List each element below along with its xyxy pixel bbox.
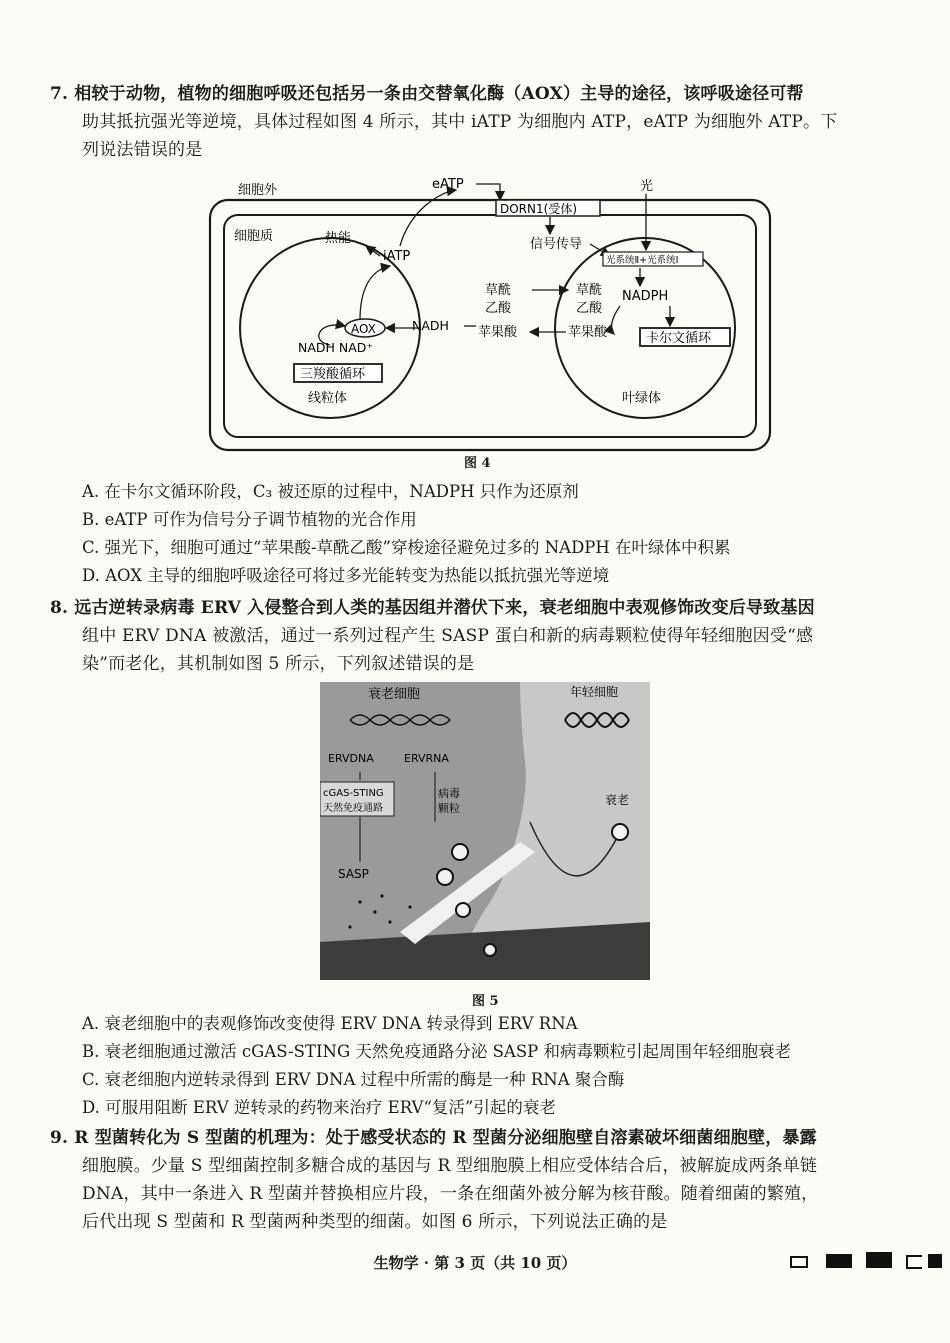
label-light: 光 xyxy=(640,179,654,194)
label-tca: 三羧酸循环 xyxy=(300,367,366,382)
q8-line-1: 8. 远古逆转录病毒 ERV 入侵整合到人类的基因组并潜伏下来，衰老细胞中表观修饰改变后导致基因 xyxy=(50,598,815,618)
label-chloro: 叶绿体 xyxy=(622,391,662,406)
q7-line-2: 助其抵抗强光等逆境，具体过程如图 4 所示，其中 iATP 为细胞内 ATP，eATP 为细胞外 ATP。下 xyxy=(82,112,838,132)
q9-line-1: 9. R 型菌转化为 S 型菌的机理为：处于感受状态的 R 型菌分泌细胞壁自溶素破坏细菌细胞壁，暴露 xyxy=(50,1128,817,1148)
label-young: 年轻细胞 xyxy=(570,685,619,699)
q8-option-d: D. 可服用阻断 ERV 逆转录的药物来治疗 ERV“复活”引起的衰老 xyxy=(82,1098,556,1117)
label-nadh-shuttle: NADH xyxy=(412,318,449,333)
q9-line-3: DNA，其中一条进入 R 型菌并替换相应片段，一条在细菌外被分解为核苷酸。随着细菌的繁殖， xyxy=(82,1184,819,1204)
scan-mark-5 xyxy=(928,1254,942,1268)
scan-mark-1 xyxy=(790,1256,808,1268)
q9-line-4: 后代出现 S 型菌和 R 型菌两种类型的细菌。如图 6 所示，下列说法正确的是 xyxy=(82,1212,668,1232)
scan-mark-2 xyxy=(826,1254,852,1268)
figure-5-caption: 图 5 xyxy=(472,994,499,1009)
scan-mark-4 xyxy=(906,1255,922,1269)
q8-line-3: 染”而老化，其机制如图 5 所示，下列叙述错误的是 xyxy=(82,654,475,674)
q8-option-c: C. 衰老细胞内逆转录得到 ERV DNA 过程中所需的酶是一种 RNA 聚合酶 xyxy=(82,1070,625,1089)
label-aox: AOX xyxy=(351,322,376,336)
label-receptor: DORN1(受体) xyxy=(500,202,577,216)
q7-option-a: A. 在卡尔文循环阶段，C₃ 被还原的过程中，NADPH 只作为还原剂 xyxy=(82,482,579,501)
label-oaa-left-a: 草酰 xyxy=(485,283,512,298)
label-nadh-nad: NADH NAD⁺ xyxy=(298,340,374,355)
q7-line-3: 列说法错误的是 xyxy=(82,140,203,160)
label-aging: 衰老 xyxy=(605,793,630,807)
q8-option-a: A. 衰老细胞中的表观修饰改变使得 ERV DNA 转录得到 ERV RNA xyxy=(82,1014,578,1033)
label-malate-right: 苹果酸 xyxy=(568,325,608,340)
page-footer: 生物学 · 第 3 页（共 10 页） xyxy=(373,1254,577,1272)
q8-line-2: 组中 ERV DNA 被激活，通过一系列过程产生 SASP 蛋白和新的病毒颗粒使得年轻细胞因受“感 xyxy=(82,626,814,646)
q9-line-2: 细胞膜。少量 S 型细菌控制多糖合成的基因与 R 型细胞膜上相应受体结合后，被解旋成两条单链 xyxy=(82,1156,818,1176)
label-virus-b: 颗粒 xyxy=(438,802,460,815)
label-oaa-right-a: 草酰 xyxy=(576,283,603,298)
label-iatp: iATP xyxy=(383,249,411,264)
label-signal: 信号传导 xyxy=(530,237,583,252)
label-cgas-b: 天然免疫通路 xyxy=(323,803,383,814)
label-cgas-a: cGAS-STING xyxy=(323,788,384,799)
label-cytoplasm: 细胞质 xyxy=(234,229,274,244)
label-outside: 细胞外 xyxy=(238,183,278,198)
scan-mark-3 xyxy=(866,1252,892,1268)
label-calvin: 卡尔文循环 xyxy=(646,331,712,346)
figure-5-diagram xyxy=(320,682,650,980)
figure-4-caption: 图 4 xyxy=(464,456,491,471)
label-nadph: NADPH xyxy=(622,289,669,304)
label-malate-left: 苹果酸 xyxy=(478,325,518,340)
q7-option-b: B. eATP 可作为信号分子调节植物的光合作用 xyxy=(82,510,417,529)
label-virus-a: 病毒 xyxy=(438,787,460,800)
label-oaa-right-b: 乙酸 xyxy=(576,301,603,316)
q7-option-d: D. AOX 主导的细胞呼吸途径可将过多光能转变为热能以抵抗强光等逆境 xyxy=(82,566,610,585)
label-photosystem: 光系统Ⅱ+光系统Ⅰ xyxy=(606,255,679,266)
label-sasp: SASP xyxy=(338,867,369,881)
label-oaa-left-b: 乙酸 xyxy=(485,301,512,316)
label-mito: 线粒体 xyxy=(308,391,348,406)
figure-4-diagram xyxy=(200,170,780,455)
q7-line-1: 7. 相较于动物，植物的细胞呼吸还包括另一条由交替氧化酶（AOX）主导的途径，该呼吸途径可帮 xyxy=(50,84,804,104)
label-ervdna: ERVDNA xyxy=(328,752,374,765)
label-ervrna: ERVRNA xyxy=(404,752,449,765)
label-eatp: eATP xyxy=(432,177,464,192)
q7-option-c: C. 强光下，细胞可通过“苹果酸-草酰乙酸”穿梭途径避免过多的 NADPH 在叶绿体中积累 xyxy=(82,538,731,557)
q8-option-b: B. 衰老细胞通过激活 cGAS-STING 天然免疫通路分泌 SASP 和病毒颗粒引起周围年轻细胞衰老 xyxy=(82,1042,791,1061)
label-senescent: 衰老细胞 xyxy=(368,687,421,702)
label-heat: 热能 xyxy=(325,231,352,246)
